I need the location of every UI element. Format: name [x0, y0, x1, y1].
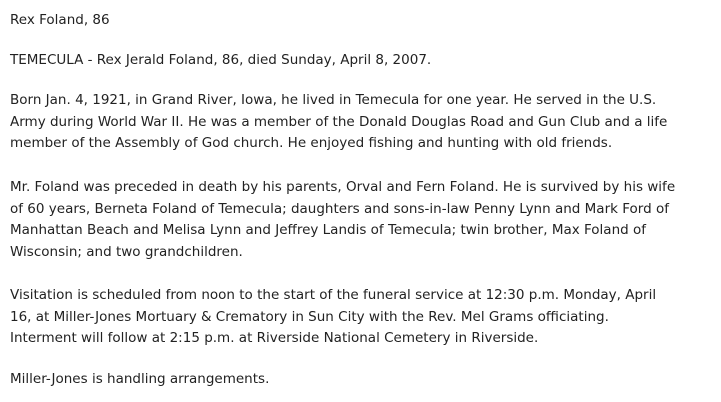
- family-paragraph: [10, 177, 715, 263]
- arrangements-paragraph: Miller-Jones is handling arrangements.: [10, 371, 270, 387]
- family-line: Mr. Foland was preceded in death by his parents, Orval and Fern Foland. He is survived by his wife: [10, 179, 676, 195]
- biography-paragraph: [10, 90, 715, 155]
- biography-line: Born Jan. 4, 1921, in Grand River, Iowa, he lived in Temecula for one year. He served in the U.S.: [10, 92, 657, 108]
- obituary-dateline: TEMECULA - Rex Jerald Foland, 86, died Sunday, April 8, 2007.: [10, 52, 432, 68]
- family-line: of 60 years, Berneta Foland of Temecula; daughters and sons-in-law Penny Lynn and Mark Ford of: [10, 200, 669, 217]
- biography-line: Army during World War II. He was a member of the Donald Douglas Road and Gun Club and a life: [10, 113, 668, 130]
- obituary-heading: Rex Foland, 86: [10, 12, 110, 28]
- family-line: Manhattan Beach and Melisa Lynn and Jeffrey Landis of Temecula; twin brother, Max Foland of: [10, 222, 647, 238]
- biography-line: member of the Assembly of God church. He enjoyed fishing and hunting with old friends.: [10, 135, 613, 151]
- service-line: 16, at Miller-Jones Mortuary & Crematory in Sun City with the Rev. Mel Grams officiating.: [10, 308, 609, 325]
- service-line: Visitation is scheduled from noon to the start of the funeral service at 12:30 p.m. Monday, April: [10, 287, 657, 303]
- service-paragraph: [10, 285, 715, 350]
- service-line: Interment will follow at 2:15 p.m. at Riverside National Cemetery in Riverside.: [10, 330, 539, 346]
- family-line: Wisconsin; and two grandchildren.: [10, 243, 243, 260]
